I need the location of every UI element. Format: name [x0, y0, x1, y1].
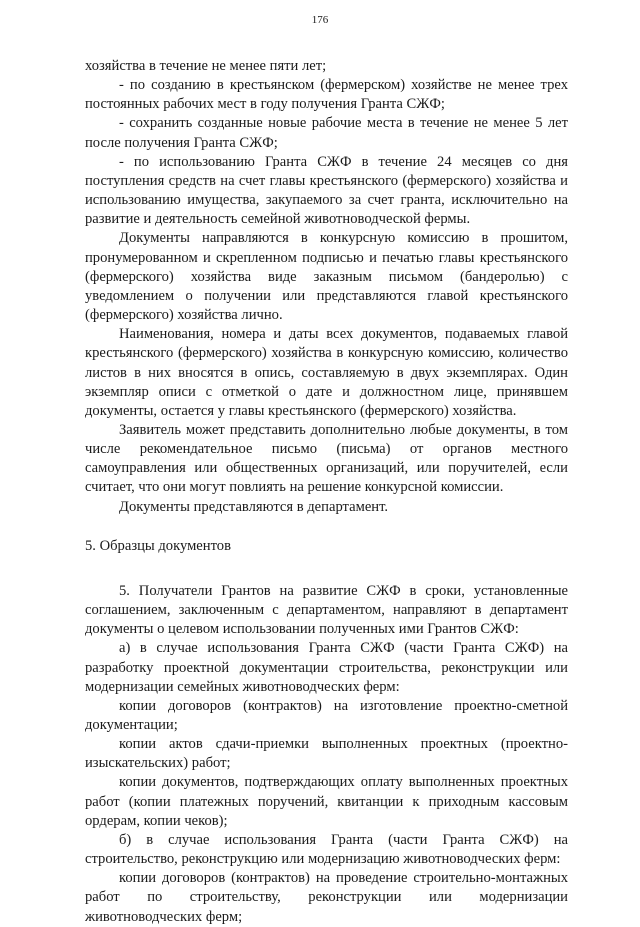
- document-body: [85, 57, 568, 927]
- paragraph: - сохранить созданные новые рабочие места в течение не менее 5 лет после получения Гранта СЖФ;: [85, 115, 568, 151]
- paragraph: Документы представляются в департамент.: [119, 498, 389, 515]
- paragraph: копии договоров (контрактов) на изготовление проектно-сметной документации;: [85, 697, 568, 733]
- paragraph: Наименования, номера и даты всех документов, подаваемых главой крестьянского (фермерского) хозяйства в конкурсную комиссию, количество листов в них вносятся в опись, составляемую в двух экземплярах. Один экземпляр описи с отметкой о дате и должностном лице, принявшем документы, остается у главы крестьянского (фермерского) хозяйства.: [85, 326, 568, 419]
- paragraph: копии договоров (контрактов) на проведение строительно-монтажных работ по строительству, реконструкции или модернизации животноводческих ферм;: [85, 870, 568, 925]
- paragraph: а) в случае использования Гранта СЖФ (части Гранта СЖФ) на разработку проектной документации строительства, реконструкции или модернизации семейных животноводческих ферм:: [85, 640, 568, 695]
- paragraph: б) в случае использования Гранта (части Гранта СЖФ) на строительство, реконструкцию или модернизацию животноводческих ферм:: [85, 831, 568, 868]
- paragraph: копии актов сдачи-приемки выполненных проектных (проектно-изыскательских) работ;: [85, 736, 568, 772]
- paragraph: хозяйства в течение не менее пяти лет;: [85, 58, 327, 74]
- paragraph: Документы направляются в конкурсную комиссию в прошитом, пронумерованном и скрепленном подписью и печатью главы крестьянского (фермерского) хозяйства виде заказным письмом (бандеролью) с уведомлением о получении или представляются главой крестьянского (фермерского) хозяйства лично.: [85, 230, 568, 324]
- page-number: 176: [311, 14, 329, 26]
- paragraph: Заявитель может представить дополнительно любые документы, в том числе рекомендательное письмо (письма) от органов местного самоуправления или общественных организаций, или поручителей, если считает, что они могут повлиять на решение конкурсной комиссии.: [85, 421, 568, 496]
- paragraph: - по использованию Гранта СЖФ в течение 24 месяцев со дня поступления средств на счет главы крестьянского (фермерского) хозяйства и использованию имущества, закупаемого за счет гранта, исключительно на развитие и деятельность семейной животноводческой фермы.: [85, 153, 568, 228]
- paragraph: копии документов, подтверждающих оплату выполненных проектных работ (копии платежных поручений, квитанции к приходным кассовым ордерам, копии чеков);: [85, 774, 568, 829]
- section-heading: 5. Образцы документов: [85, 537, 231, 554]
- paragraph: 5. Получатели Грантов на развитие СЖФ в сроки, установленные соглашением, заключенным с департаментом, направляют в департамент документы о целевом использовании полученных ими Грантов СЖФ:: [85, 582, 568, 638]
- paragraph: - по созданию в крестьянском (фермерском) хозяйстве не менее трех постоянных рабочих мест в году получения Гранта СЖФ;: [85, 77, 568, 113]
- paragraphs-after-section: [85, 582, 568, 927]
- paragraphs-before-section: [85, 57, 568, 517]
